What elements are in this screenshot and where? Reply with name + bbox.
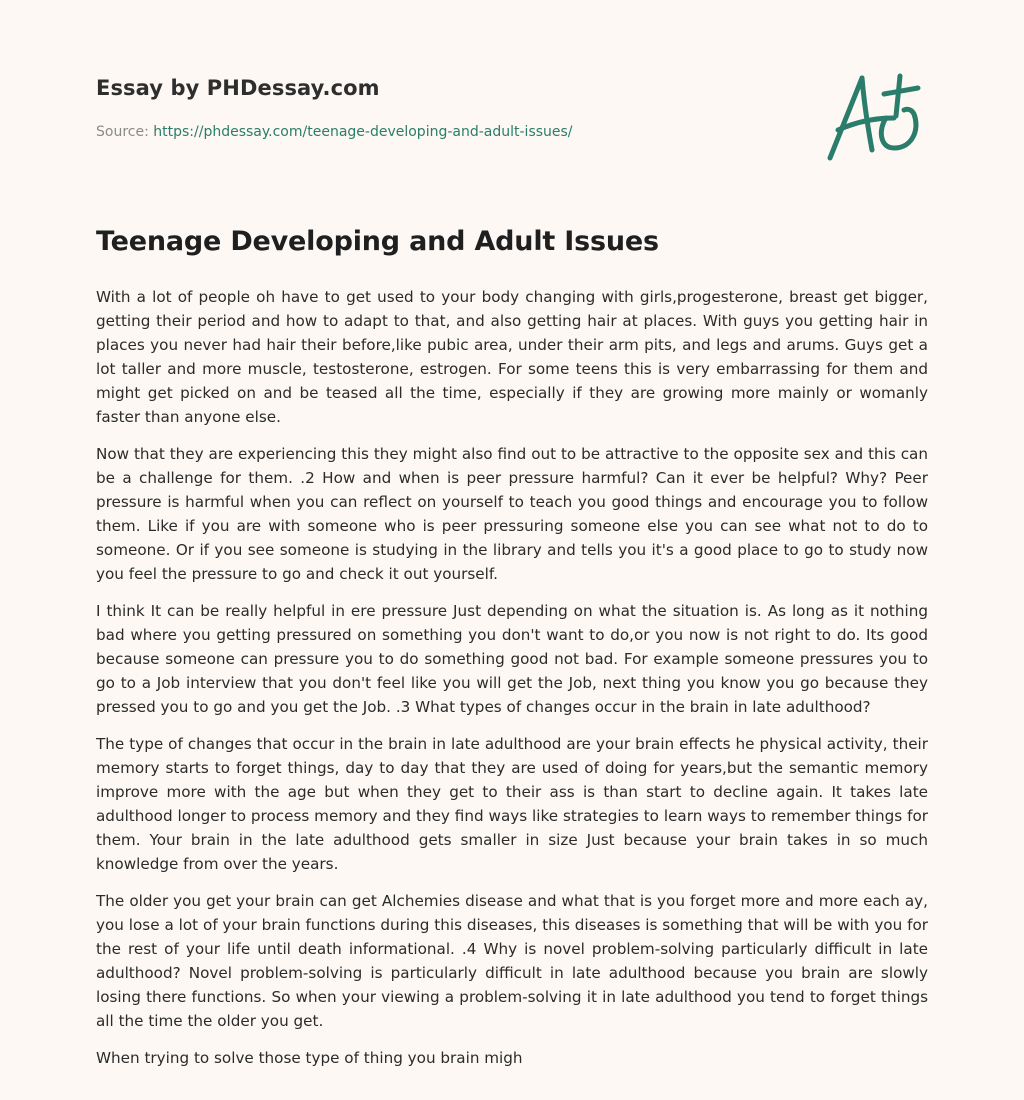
page-header xyxy=(96,74,928,174)
source-label: Source: xyxy=(96,124,154,140)
essay-paragraph: The older you get your brain can get Alchemies disease and what that is you forget more and more each ay, you lose a lot of your brain functions during this diseases, this diseases is something that will be with you for the rest of your life until death informational. .4 Why is novel problem-solving particularly difficult in late adulthood? Novel problem-solving is particularly difficult in late adulthood because you brain are slowly losing there functions. So when your viewing a problem-solving it in late adulthood you tend to forget things all the time the older you get. xyxy=(96,892,928,1030)
essay-paragraph: Now that they are experiencing this they might also find out to be attractive to the opposite sex and this can be a challenge for them. .2 How and when is peer pressure harmful? Can it ever be helpful? Why? Peer pressure is harmful when you can reflect on yourself to teach you good things and encourage you to follow them. Like if you are with someone who is peer pressuring someone else you can see what not to do to someone. Or if you see someone is studying in the library and tells you it's a good place to go to study now you feel the pressure to go and check it out yourself. xyxy=(96,445,928,583)
essay-paragraph: The type of changes that occur in the brain in late adulthood are your brain effects he physical activity, their memory starts to forget things, day to day that they are used of doing for years,but the semantic memory improve more with the age but when they get to their ass is than start to decline again. It takes late adulthood longer to process memory and they find ways like strategies to learn ways to remember things for them. Your brain in the late adulthood gets smaller in size Just because your brain takes in so much knowledge from over the years. xyxy=(96,735,928,873)
site-title: Essay by PHDessay.com xyxy=(96,76,380,100)
essay-title: Teenage Developing and Adult Issues xyxy=(96,226,659,257)
source-line xyxy=(96,124,573,140)
essay-paragraph: I think It can be really helpful in ere pressure Just depending on what the situation is. As long as it nothing bad where you getting pressured on something you don't want to do,or you now is not right to do. Its good because someone can pressure you to do something good not bad. For example someone pressures you to go to a Job interview that you don't feel like you will get the Job, next thing you know you go because they pressed you to go and you get the Job. .3 What types of changes occur in the brain in late adulthood? xyxy=(96,602,928,716)
essay-paragraph-truncated: When trying to solve those type of thing you brain migh xyxy=(96,1049,523,1067)
a-plus-grade-icon xyxy=(824,68,928,164)
source-link[interactable]: https://phdessay.com/teenage-developing-and-adult-issues/ xyxy=(153,124,573,140)
essay-paragraph: With a lot of people oh have to get used to your body changing with girls,progesterone, breast get bigger, getting their period and how to adapt to that, and also getting hair at places. With guys you getting hair in places you never had hair their before,like pubic area, under their arm pits, and legs and arums. Guys get a lot taller and more muscle, testosterone, estrogen. For some teens this is very embarrassing for them and might get picked on and be teased all the time, especially if they are growing more mainly or womanly faster than anyone else. xyxy=(96,288,928,426)
document-page xyxy=(96,0,928,1100)
essay-body xyxy=(96,285,928,1083)
